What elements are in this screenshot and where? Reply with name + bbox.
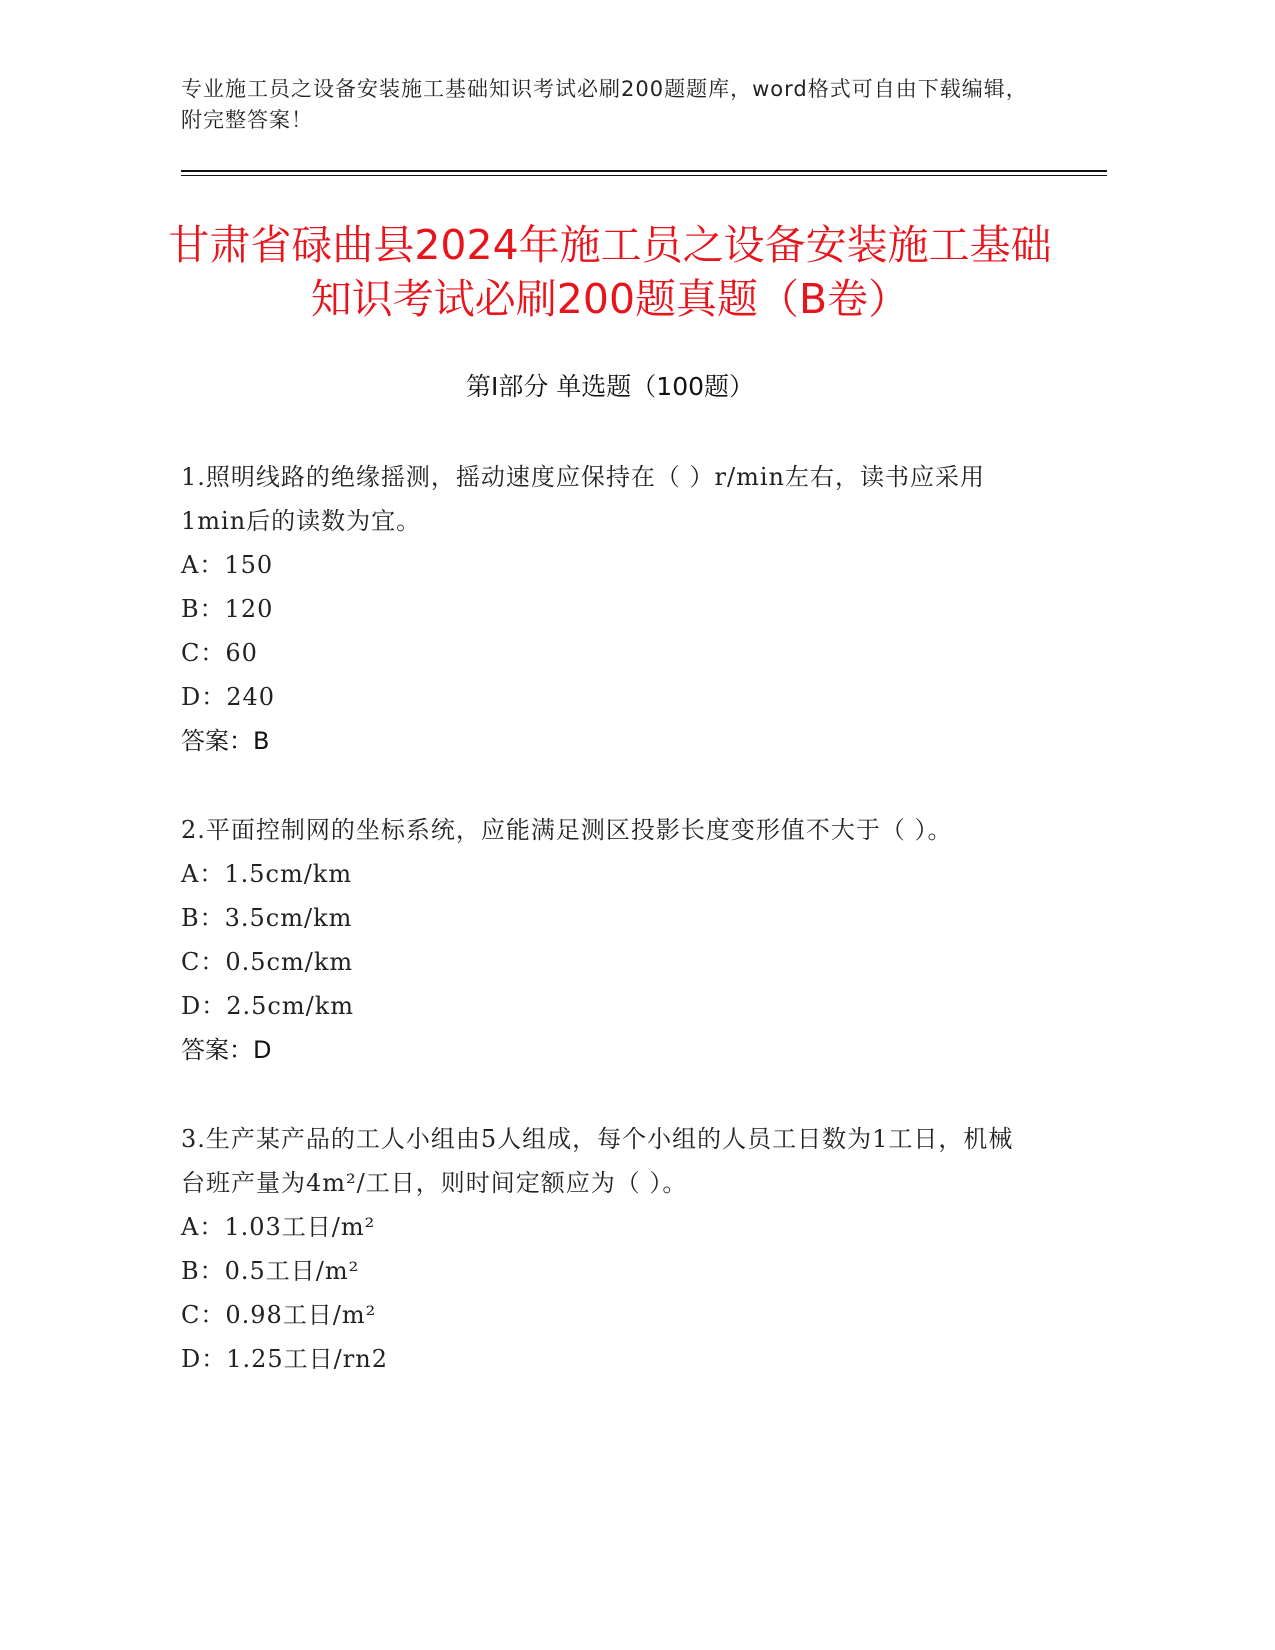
- question-1: [181, 455, 1031, 763]
- question-3: [181, 1117, 1031, 1381]
- header-divider-thick: [181, 170, 1107, 172]
- question-stem: 1.照明线路的绝缘摇测，摇动速度应保持在（ ）r/min左右，读书应采用1min后的读数为宜。: [181, 463, 985, 535]
- header-note: 专业施工员之设备安装施工基础知识考试必刷200题题库，word格式可自由下载编辑，附完整答案！: [181, 77, 1028, 132]
- answer: 答案：B: [181, 727, 270, 755]
- header-divider-thin: [181, 175, 1107, 176]
- option-c: C：0.98工日/m²: [181, 1301, 377, 1329]
- option-c: C：0.5cm/km: [181, 948, 354, 976]
- question-list: [181, 455, 1031, 1426]
- question-2: [181, 808, 1031, 1072]
- option-d: D：2.5cm/km: [181, 992, 354, 1020]
- question-stem: 3.生产某产品的工人小组由5人组成，每个小组的人员工日数为1工日，机械台班产量为4m²/工日，则时间定额应为（ ）。: [181, 1125, 1014, 1197]
- option-a: A：1.5cm/km: [181, 860, 353, 888]
- option-b: B：0.5工日/m²: [181, 1257, 360, 1285]
- section-title: 第Ⅰ部分 单选题（100题）: [465, 372, 755, 401]
- option-a: A：1.03工日/m²: [181, 1213, 376, 1241]
- answer: 答案：D: [181, 1036, 272, 1064]
- question-stem: 2.平面控制网的坐标系统，应能满足测区投影长度变形值不大于（ ）。: [181, 816, 953, 844]
- option-b: B：3.5cm/km: [181, 904, 353, 932]
- option-b: B：120: [181, 595, 274, 623]
- option-c: C：60: [181, 639, 258, 667]
- document-title: 甘肃省碌曲县2024年施工员之设备安装施工基础知识考试必刷200题真题（B卷）: [168, 221, 1052, 323]
- option-a: A：150: [181, 551, 274, 579]
- option-d: D：1.25工日/rn2: [181, 1345, 388, 1373]
- option-d: D：240: [181, 683, 276, 711]
